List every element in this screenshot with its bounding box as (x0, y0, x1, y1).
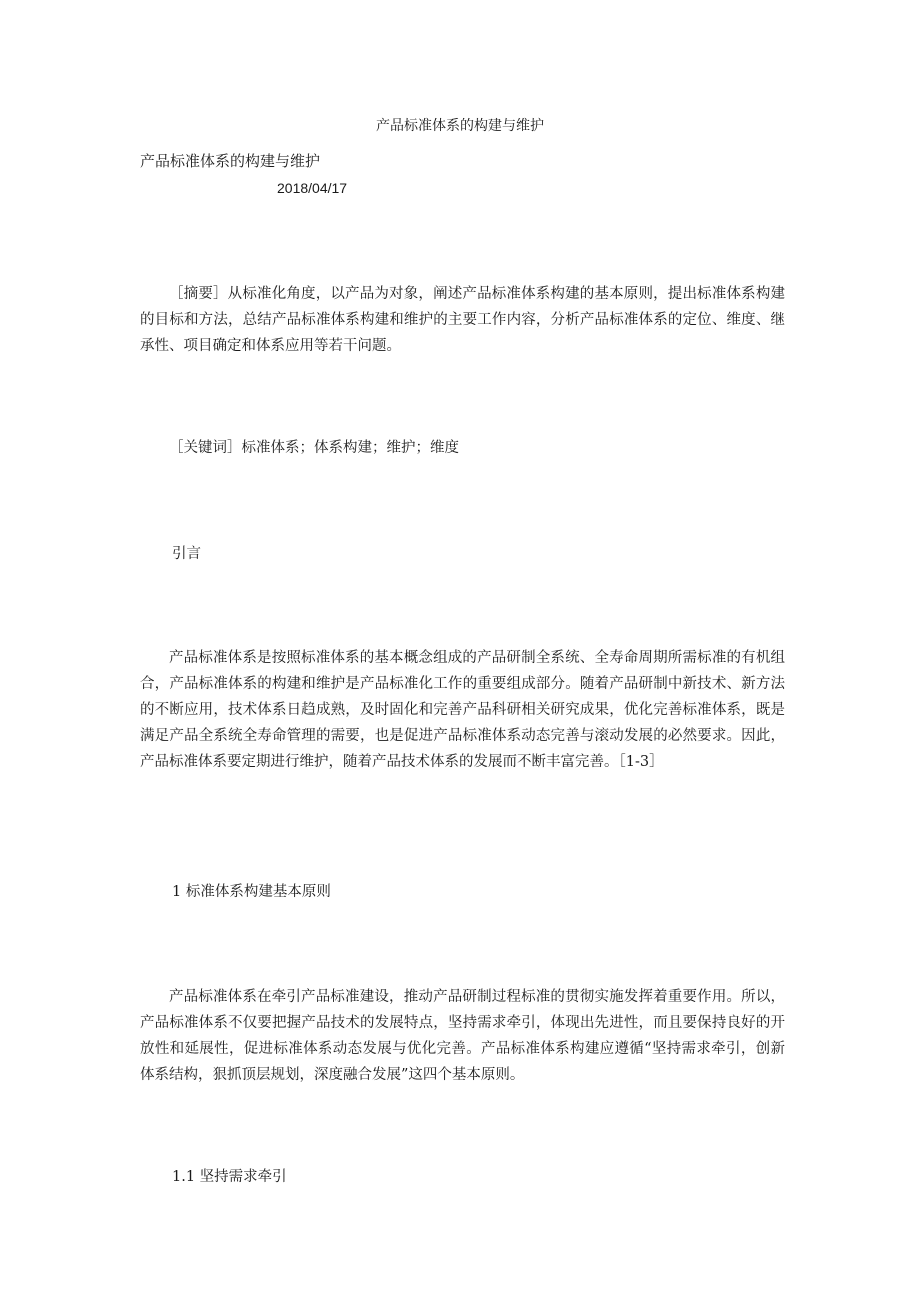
keywords-paragraph: ［关键词］标准体系；体系构建；维护；维度 (169, 440, 459, 456)
section-1-heading: 1 标准体系构建基本原则 (172, 884, 331, 900)
document-date: 2018/04/17 (277, 180, 348, 196)
intro-heading: 引言 (172, 546, 201, 562)
document-title: 产品标准体系的构建与维护 (140, 152, 321, 170)
abstract-paragraph: ［摘要］从标准化角度，以产品为对象，阐述产品标准体系构建的基本原则，提出标准体系构建的目标和方法，总结产品标准体系构建和维护的主要工作内容，分析产品标准体系的定位、维度、继承性、项目确定和体系应用等若干问题。 (140, 286, 785, 354)
intro-paragraph: 产品标准体系是按照标准体系的基本概念组成的产品研制全系统、全寿命周期所需标准的有机组合，产品标准体系的构建和维护是产品标准化工作的重要组成部分。随着产品研制中新技术、新方法的不断应用，技术体系日趋成熟，及时固化和完善产品科研相关研究成果，优化完善标准体系，既是满足产品全系统全寿命管理的需要，也是促进产品标准体系动态完善与滚动发展的必然要求。因此，产品标准体系要定期进行维护，随着产品技术体系的发展而不断丰富完善。［1-3］ (140, 650, 785, 770)
section-1-paragraph: 产品标准体系在牵引产品标准建设，推动产品研制过程标准的贯彻实施发挥着重要作用。所以，产品标准体系不仅要把握产品技术的发展特点，坚持需求牵引，体现出先进性，而且要保持良好的开放性和延展性，促进标准体系动态发展与优化完善。产品标准体系构建应遵循“坚持需求牵引，创新体系结构，狠抓顶层规划，深度融合发展”这四个基本原则。 (140, 989, 785, 1083)
section-1-1-heading: 1.1 坚持需求牵引 (172, 1169, 287, 1185)
running-header: 产品标准体系的构建与维护 (376, 118, 544, 134)
